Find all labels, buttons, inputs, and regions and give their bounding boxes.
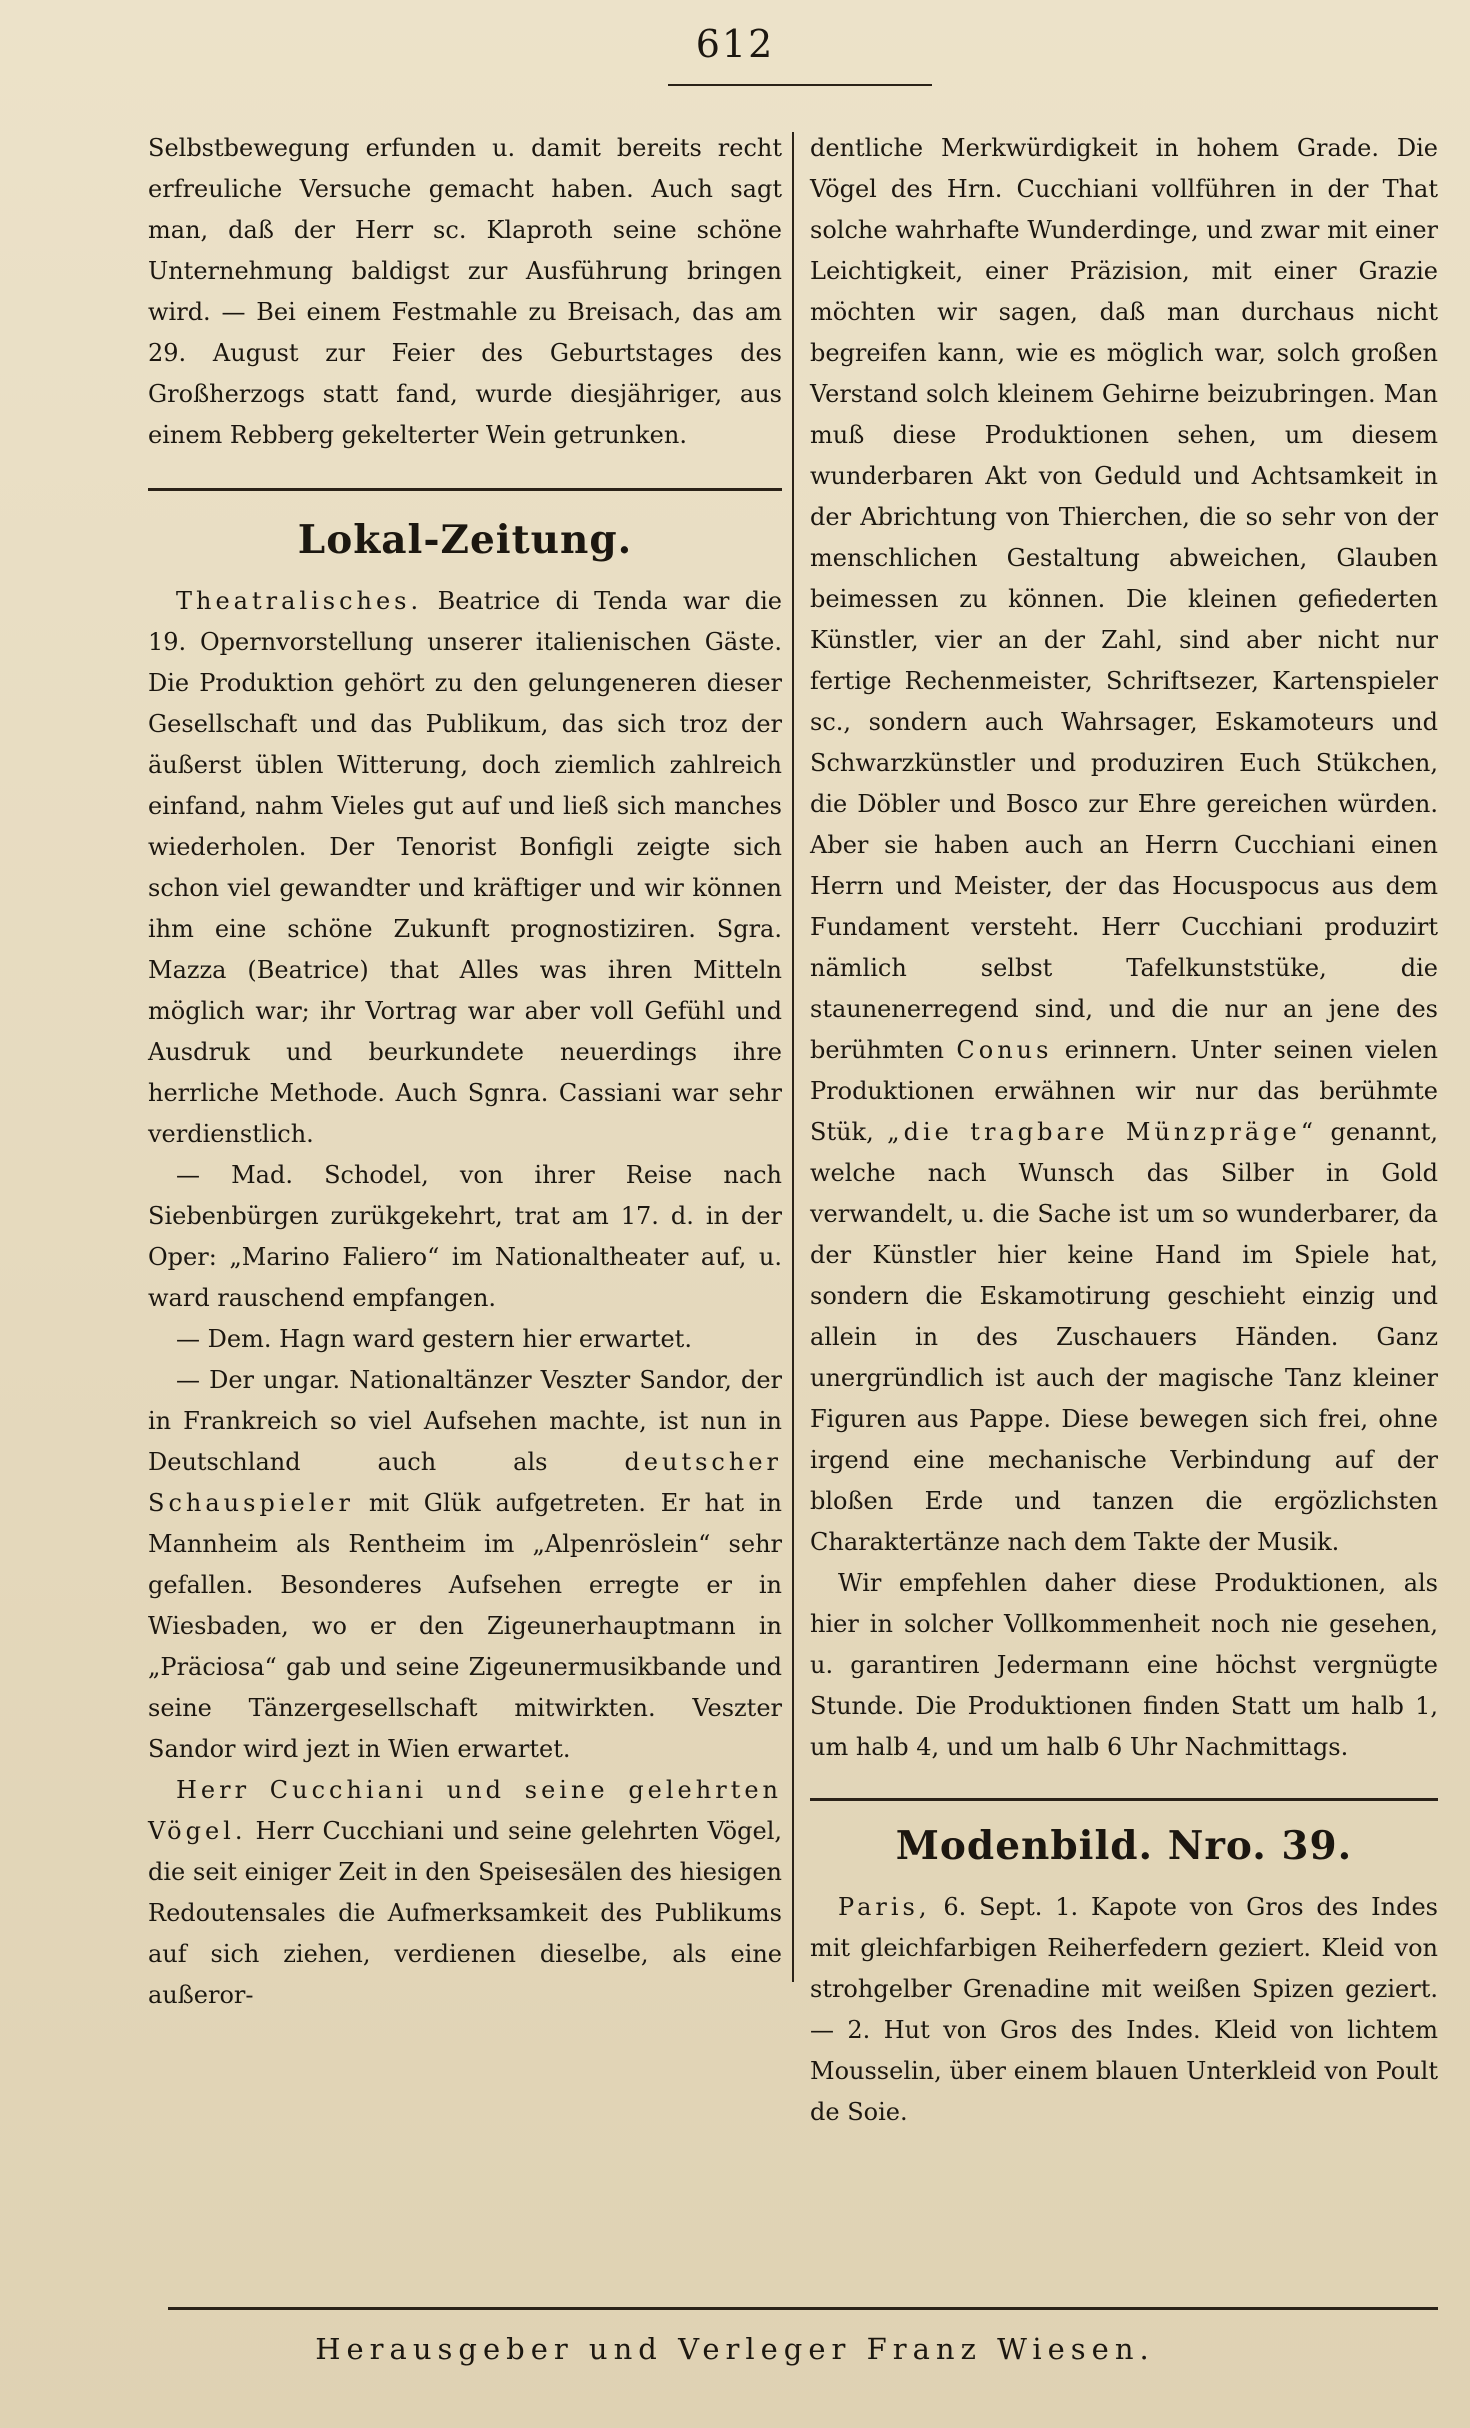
cucchiani-lead: Herr Cucchiani und seine gelehrten Vögel. — [148, 1776, 782, 1845]
continued-article-paragraph: Selbstbewegung erfunden u. damit bereits recht erfreuliche Versuche gemacht haben. Auch sagt man, daß der Herr sc. Klaproth seine schöne Unternehmung baldigst zur Ausführung bringen wird. — Bei einem Festmahle zu Breisach, das am 29. August zur Feier des Geburtstages des Großherzogs statt fand, wurde diesjähriger, aus einem Rebberg gekelterter Wein getrunken. — [148, 134, 782, 449]
hagn-paragraph: — Dem. Hagn ward gestern hier erwartet. — [176, 1325, 692, 1353]
cucchiani-paragraph — [148, 1770, 782, 2016]
page-number-rule — [668, 84, 932, 86]
section-rule — [148, 488, 782, 491]
fashion-plate-heading: Modenbild. Nro. 39. — [895, 1823, 1353, 1869]
theatre-body: Beatrice di Tenda war die 19. Opernvorstellung unserer italienischen Gäste. Die Produktion gehört zu den gelungeneren dieser Gesellschaft und das Publikum, das sich troz der äußerst üblen Witterung, doch ziemlich zahlreich einfand, nahm Vieles gut auf und ließ sich manches wiederholen. Der Tenorist Bonfigli zeigte sich schon viel gewandter und kräftiger und wir können ihm eine schöne Zukunft prognostiziren. Sgra. Mazza (Beatrice) that Alles was ihren Mitteln möglich war; ihr Vortrag war aber voll Gefühl und Ausdruk und beurkundete neuerdings ihre herrliche Methode. Auch Sgnra. Cassiani war sehr verdienstlich. — [148, 587, 782, 1148]
theatre-paragraph — [148, 581, 782, 1155]
local-news-heading: Lokal-Zeitung. — [297, 517, 633, 563]
cucchiani-text-c: genannt, welche nach Wunsch das Silber in Gold verwandelt, u. die Sache ist um so wunderbarer, da der Künstler hier keine Hand im Spiele hat, sondern die Eskamotirung geschieht einzig und allein in des Zuschauers Händen. Ganz unergründlich ist auch der magische Tanz kleiner Figuren aus Pappe. Diese bewegen sich frei, ohne irgend eine mechanische Verbindung auf der bloßen Erde und tanzen die ergözlichsten Charaktertänze nach dem Takte der Musik. — [810, 1118, 1438, 1556]
sandor-paragraph — [148, 1360, 782, 1770]
sandor-text-a: — Der ungar. Nationaltänzer Veszter Sandor, der in Frankreich so viel Aufsehen machte, ist nun in Deutschland auch als — [148, 1366, 782, 1476]
left-column — [148, 128, 782, 2016]
paris-lead: Paris, — [838, 1893, 931, 1921]
page-number: 612 — [695, 22, 775, 66]
recommendation-paragraph: Wir empfehlen daher diese Produktionen, als hier in solcher Vollkommenheit noch nie gesehen, u. garantiren Jedermann eine höchst vergnügte Stunde. Die Produktionen finden Statt um halb 1, um halb 4, und um halb 6 Uhr Nachmittags. — [810, 1569, 1438, 1761]
cucchiani-text-b: erinnern. Unter seinen vielen Produktionen erwähnen wir nur das berühmte Stük, — [810, 1036, 1438, 1146]
right-column — [810, 128, 1438, 2133]
section-rule-right — [810, 1798, 1438, 1801]
cucchiani-text-a: dentliche Merkwürdigkeit in hohem Grade. Die Vögel des Hrn. Cucchiani vollführen in der That solche wahrhafte Wunderdinge, und zwar mit einer Leichtigkeit, einer Präzision, mit einer Grazie möchten wir sagen, daß man durchaus nicht begreifen kann, wie es möglich war, solch großen Verstand solch kleinem Gehirne beizubringen. Man muß diese Produktionen sehen, um diesem wunderbaren Akt von Geduld und Achtsamkeit in der Abrichtung von Thierchen, die so sehr von der menschlichen Gestaltung abweichen, Glauben beimessen zu können. Die kleinen gefiederten Künstler, vier an der Zahl, sind aber nicht nur fertige Rechenmeister, Schriftsezer, Kartenspieler sc., sondern auch Wahrsager, Eskamoteurs und Schwarzkünstler und produziren Euch Stükchen, die Döbler und Bosco zur Ehre gereichen würden. Aber sie haben auch an Herrn Cucchiani einen Herrn und Meister, der das Hocuspocus aus dem Fundament versteht. Herr Cucchiani produzirt nämlich selbst Tafelkunststüke, die staunenerregend sind, und die nur an jene des berühmten — [810, 134, 1438, 1064]
sandor-text-b: mit Glük aufgetreten. Er hat in Mannheim als Rentheim im „Alpenröslein“ sehr gefallen. Besonderes Aufsehen erregte er in Wiesbaden, wo er den Zigeunerhauptmann in „Präciosa“ gab und seine Zigeunermusikbande und seine Tänzergesellschaft mitwirkten. Veszter Sandor wird jezt in Wien erwartet. — [148, 1489, 782, 1763]
cucchiani-continued-paragraph — [810, 128, 1438, 1563]
theatre-lead: Theatralisches. — [176, 587, 423, 615]
paris-body: 6. Sept. 1. Kapote von Gros des Indes mit gleichfarbigen Reiherfedern geziert. Kleid von strohgelber Grenadine mit weißen Spizen geziert. — 2. Hut von Gros des Indes. Kleid von lichtem Mousselin, über einem blauen Unterkleid von Poult de Soie. — [810, 1893, 1438, 2126]
column-divider — [792, 132, 794, 1982]
footer-rule — [168, 2307, 1438, 2310]
muenzpraege-title: „die tragbare Münzpräge“ — [887, 1118, 1317, 1146]
schodel-paragraph: — Mad. Schodel, von ihrer Reise nach Siebenbürgen zurükgekehrt, trat am 17. d. in der Oper: „Marino Faliero“ im Nationaltheater auf, u. ward rauschend empfangen. — [148, 1161, 782, 1312]
publisher-footer: Herausgeber und Verleger Franz Wiesen. — [315, 2332, 1155, 2366]
sandor-spaced-text: deutscher Schauspieler — [148, 1448, 782, 1517]
cucchiani-body-start: Herr Cucchiani und seine gelehrten Vögel, die seit einiger Zeit in den Speisesälen des hiesigen Redoutensales die Aufmerksamkeit des Publikums auf sich ziehen, verdienen dieselbe, als eine außeror- — [148, 1817, 782, 2009]
conus-name: Conus — [956, 1036, 1053, 1064]
paris-paragraph — [810, 1887, 1438, 2133]
